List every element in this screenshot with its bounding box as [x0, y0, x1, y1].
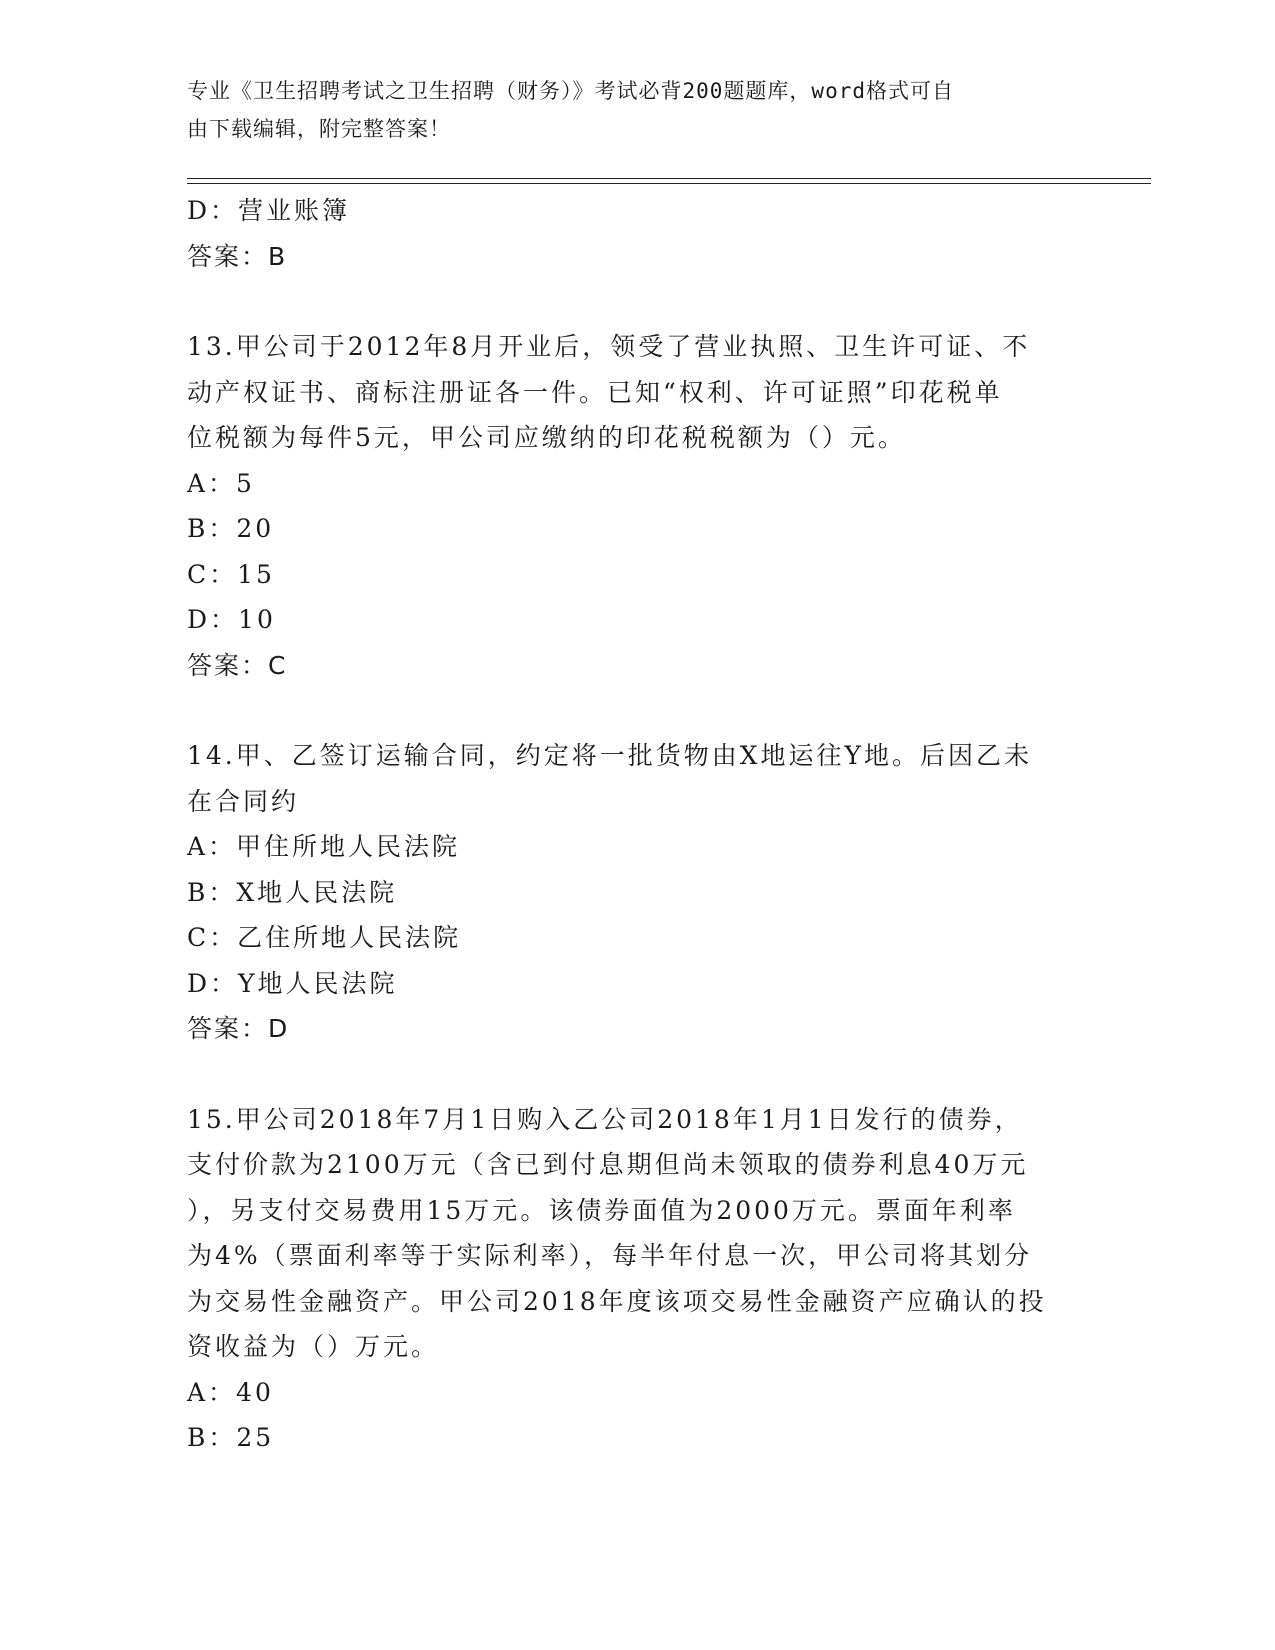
question-12-tail — [187, 188, 1067, 279]
option-c: C：乙住所地人民法院 — [187, 923, 462, 952]
answer-line: 答案：B — [187, 241, 288, 271]
spacer — [187, 1052, 1067, 1097]
option-d: D：10 — [187, 605, 276, 634]
option-c: C：15 — [187, 559, 275, 589]
question-text-line: 15.甲公司2018年7月1日购入乙公司2018年1月1日发行的债券， — [187, 1104, 1023, 1134]
header-divider-top — [187, 178, 1151, 179]
option-b: B：25 — [187, 1423, 275, 1452]
question-text-line: 13.甲公司于2012年8月开业后，领受了营业执照、卫生许可证、不 — [187, 332, 1031, 361]
question-text-line: 动产权证书、商标注册证各一件。已知“权利、许可证照”印花税单 — [187, 377, 1003, 407]
question-13 — [187, 324, 1067, 688]
question-text-line: 14.甲、乙签订运输合同，约定将一批货物由X地运往Y地。后因乙未 — [187, 741, 1033, 770]
document-body — [187, 188, 1067, 1461]
option-b: B：20 — [187, 514, 275, 543]
option-a: A：甲住所地人民法院 — [187, 832, 461, 861]
option-b: B：X地人民法院 — [187, 877, 398, 907]
question-text-line: 在合同约 — [187, 786, 300, 816]
question-14 — [187, 733, 1067, 1052]
spacer — [187, 279, 1067, 324]
spacer — [187, 688, 1067, 733]
option-d: D：Y地人民法院 — [187, 968, 398, 998]
question-text-line: 为4%（票面利率等于实际利率），每半年付息一次，甲公司将其划分 — [187, 1241, 1033, 1270]
answer-line: 答案：C — [187, 650, 288, 680]
header-line-1: 专业《卫生招聘考试之卫生招聘（财务）》考试必背200题题库，word格式可自 — [187, 79, 954, 103]
option-d: D：营业账簿 — [187, 196, 351, 225]
question-15 — [187, 1097, 1067, 1461]
question-text-line: 资收益为（）万元。 — [187, 1332, 440, 1361]
option-a: A：5 — [187, 468, 255, 498]
question-text-line: 支付价款为2100万元（含已到付息期但尚未领取的债券利息40万元 — [187, 1150, 1029, 1179]
question-text-line: 位税额为每件5元，甲公司应缴纳的印花税税额为（）元。 — [187, 423, 906, 452]
question-text-line: 为交易性金融资产。甲公司2018年度该项交易性金融资产应确认的投 — [187, 1286, 1047, 1316]
header-line-2: 由下载编辑，附完整答案！ — [187, 117, 451, 141]
option-a: A：40 — [187, 1377, 274, 1407]
document-header — [187, 72, 1067, 148]
answer-line: 答案：D — [187, 1014, 290, 1043]
question-text-line: ），另支付交易费用15万元。该债券面值为2000万元。票面年利率 — [187, 1195, 1016, 1225]
header-divider-bottom — [187, 183, 1151, 184]
